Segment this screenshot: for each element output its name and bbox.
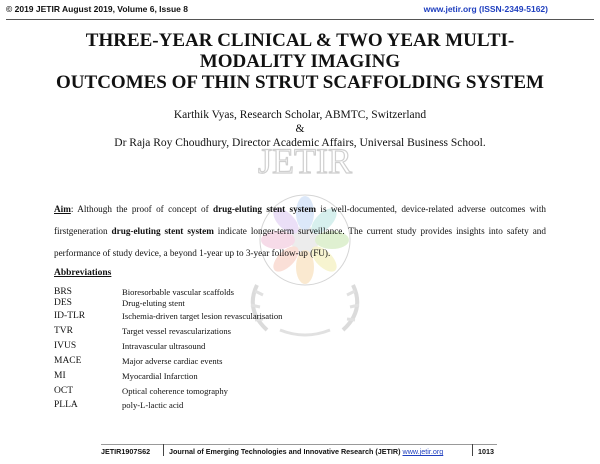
footer-divider — [101, 444, 497, 445]
header-divider — [6, 19, 594, 20]
header-site-issn — [424, 4, 548, 14]
aim-term-1: drug-eluting stent system — [212, 204, 317, 214]
paper-title — [0, 30, 600, 93]
title-line-1: THREE-YEAR CLINICAL & TWO YEAR MULTI- — [85, 30, 515, 51]
author-2: Dr Raja Roy Choudhury, Director Academic Affairs, Universal Business School. — [114, 137, 486, 149]
footer-page-number: 1013 — [478, 447, 494, 456]
watermark-text: JETIR — [258, 141, 352, 181]
abbreviations-heading: Abbreviations — [54, 268, 112, 278]
footer-site-link[interactable]: www.jetir.org — [402, 447, 444, 456]
header-issn: (ISSN-2349-5162) — [479, 4, 548, 14]
footer-article-code: JETIR1907S62 — [101, 447, 151, 456]
title-line-2: MODALITY IMAGING — [199, 51, 401, 72]
footer-separator — [472, 444, 473, 456]
header-copyright: © 2019 JETIR August 2019, Volume 6, Issue 8 — [6, 4, 189, 14]
page-header — [0, 3, 600, 17]
authors-ampersand: & — [295, 123, 305, 135]
title-line-3: OUTCOMES OF THIN STRUT SCAFFOLDING SYSTEM — [56, 72, 544, 93]
page-footer — [0, 444, 600, 458]
header-site-link[interactable]: www.jetir.org — [423, 4, 477, 14]
footer-separator — [163, 444, 164, 456]
footer-journal: Journal of Emerging Technologies and Innovative Research (JETIR) www.jetir.org — [169, 447, 444, 456]
aim-label: Aim — [54, 204, 71, 214]
aim-paragraph: Aim: Although the proof of concept of drug-eluting stent system is well-documented, device-related adverse outcomes with firstgeneration drug-eluting stent system indicate longer-term surveillance. The current study provides insights into safety and performance of study device, a beyond 1-year up to 3-year follow-up (FU). — [54, 204, 546, 258]
author-1: Karthik Vyas, Research Scholar, ABMTC, Switzerland — [173, 109, 427, 121]
aim-term-2: drug-eluting stent system — [111, 226, 214, 236]
